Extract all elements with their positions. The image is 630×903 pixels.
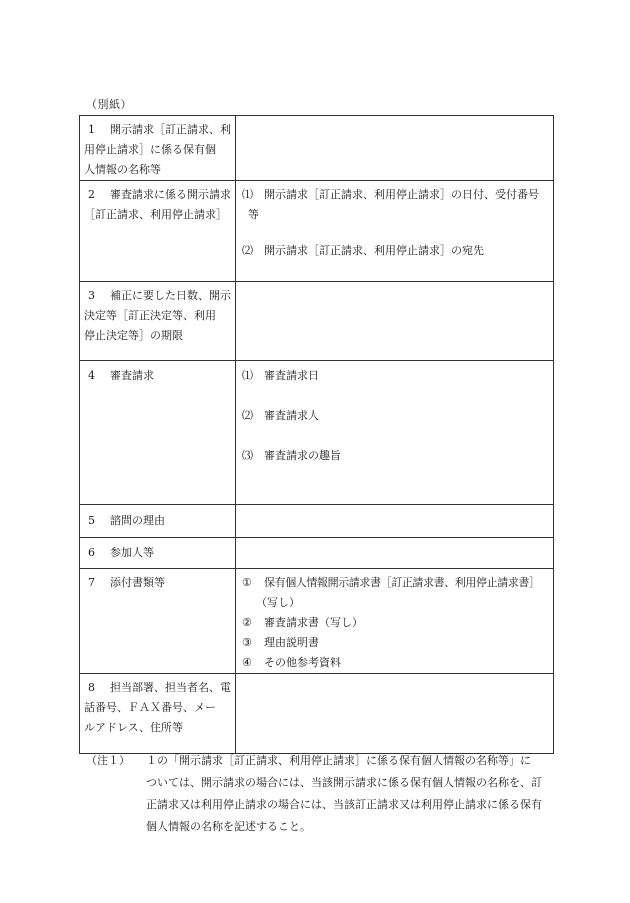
row-label-line: 参加人等 <box>110 546 154 559</box>
item-text: 審査請求の趣旨 <box>264 449 341 462</box>
row-value-cell <box>236 181 554 282</box>
row-label-line: 開示請求［訂正請求、利 <box>110 123 231 136</box>
row-label-line: ［訂正請求、利用停止請求］ <box>84 208 227 221</box>
list-item <box>236 406 553 426</box>
list-item <box>236 241 553 261</box>
item-mark: ④ <box>242 656 252 669</box>
row-label-line: 諮問の理由 <box>110 514 165 527</box>
row-number: 4 <box>88 369 95 382</box>
row-label-cell <box>80 116 236 181</box>
list-item <box>236 573 553 593</box>
row-value-cell <box>236 361 554 505</box>
table-row <box>80 505 554 538</box>
row-label-line: 審査請求に係る開示請求 <box>110 188 231 201</box>
row-number: 7 <box>88 576 95 589</box>
item-text: 審査請求書（写し） <box>264 616 363 629</box>
row-label-line: 添付書類等 <box>110 576 165 589</box>
item-mark: ⑶ <box>242 449 253 462</box>
item-mark: ⑴ <box>242 188 253 201</box>
row-label-cell <box>80 538 236 569</box>
item-text: 理由説明書 <box>264 636 319 649</box>
item-mark: ③ <box>242 636 252 649</box>
footnote-line: １の「開示請求［訂正請求、利用停止請求］に係る保有個人情報の名称等」に <box>146 754 531 767</box>
table-row <box>80 569 554 674</box>
list-item <box>236 185 553 205</box>
table-row <box>80 282 554 361</box>
row-label-cell <box>80 282 236 361</box>
row-number: 1 <box>88 123 95 136</box>
item-text: 審査請求日 <box>264 369 319 382</box>
row-value-cell <box>236 116 554 181</box>
list-item <box>236 633 553 653</box>
inquiry-form-table <box>79 115 554 754</box>
row-label-line: 補正に要した日数、開示 <box>110 289 231 302</box>
table-row <box>80 181 554 282</box>
table-row <box>80 538 554 569</box>
item-text: 開示請求［訂正請求、利用停止請求］の宛先 <box>264 244 484 257</box>
item-text: （写し） <box>256 596 300 609</box>
item-text: その他参考資料 <box>264 656 341 669</box>
row-label-cell <box>80 674 236 754</box>
list-item <box>236 653 553 673</box>
table-row <box>80 674 554 754</box>
item-mark: ⑵ <box>242 409 253 422</box>
footnote-line: 正請求又は利用停止請求の場合には、当該訂正請求又は利用停止請求に係る保有 <box>146 798 542 811</box>
row-label-cell <box>80 505 236 538</box>
row-value-cell <box>236 282 554 361</box>
item-text: 審査請求人 <box>264 409 319 422</box>
item-mark: ⑵ <box>242 244 253 257</box>
item-mark: ① <box>242 576 252 589</box>
row-label-line: 決定等［訂正決定等、利用 <box>84 309 216 322</box>
row-label-cell <box>80 361 236 505</box>
row-label-cell <box>80 569 236 674</box>
footnote-line: 個人情報の名称を記述すること。 <box>146 820 311 833</box>
row-label-line: ルアドレス、住所等 <box>84 721 183 734</box>
list-item <box>236 446 553 466</box>
row-value-cell <box>236 674 554 754</box>
item-text: 等 <box>248 208 259 221</box>
footnote-line: ついては、開示請求の場合には、当該開示請求に係る保有個人情報の名称を、訂 <box>146 776 542 789</box>
row-number: 5 <box>88 514 95 527</box>
row-number: 3 <box>88 289 95 302</box>
row-label-cell <box>80 181 236 282</box>
list-item <box>236 613 553 633</box>
footnote <box>86 750 556 838</box>
row-number: 2 <box>88 188 95 201</box>
table-row <box>80 116 554 181</box>
row-value-cell <box>236 505 554 538</box>
row-label-line: 審査請求 <box>110 369 154 382</box>
attachment-label: （別紙） <box>86 98 132 111</box>
row-label-line: 担当部署、担当者名、電 <box>110 681 231 694</box>
item-text: 開示請求［訂正請求、利用停止請求］の日付、受付番号 <box>264 188 539 201</box>
row-value-cell <box>236 538 554 569</box>
row-number: 6 <box>88 546 95 559</box>
item-mark: ② <box>242 616 252 629</box>
row-label-line: 用停止請求］に係る保有個 <box>84 143 216 156</box>
row-label-line: 停止決定等］の期限 <box>84 329 183 342</box>
row-value-cell <box>236 569 554 674</box>
item-mark: ⑴ <box>242 369 253 382</box>
footnote-label: （注１） <box>86 754 130 767</box>
item-text: 保有個人情報開示請求書［訂正請求書、利用停止請求書］ <box>264 576 540 589</box>
list-item <box>236 366 553 386</box>
row-label-line: 人情報の名称等 <box>84 163 161 176</box>
row-label-line: 話番号、ＦＡＸ番号、メー <box>84 701 216 714</box>
row-number: 8 <box>88 681 95 694</box>
table-row <box>80 361 554 505</box>
